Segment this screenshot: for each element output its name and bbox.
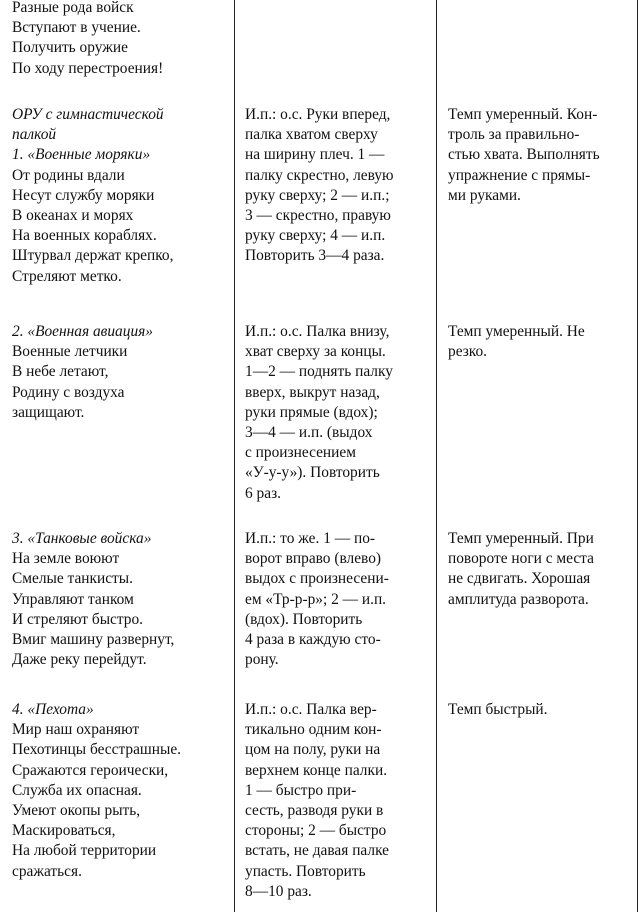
description-line: 3—4 — и.п. (выдох: [245, 423, 373, 441]
poem-line: На военных кораблях.: [12, 227, 157, 245]
description-line: руку сверху; 4 — и.п.: [245, 227, 386, 245]
exercise-title: 4. «Пехота»: [12, 701, 94, 718]
column-divider-right: [637, 0, 638, 912]
description-line: 6 раз.: [245, 484, 281, 502]
exercise-1-description: [245, 105, 394, 267]
top-poem-block: [12, 0, 163, 79]
description-line: Повторить 3—4 раза.: [245, 247, 385, 265]
description-line: 3 — скрестно, правую: [245, 206, 391, 224]
description-line: встать, не давая палке: [245, 842, 390, 860]
poem-line: Служба их опасная.: [12, 781, 142, 799]
notes-line: упражнение с прямы-: [448, 166, 591, 184]
description-line: хват сверху за концы.: [245, 343, 386, 361]
poem-line: Мир наш охраняют: [12, 721, 140, 739]
poem-line: Маскироваться,: [12, 822, 116, 840]
poem-line: Управляют танком: [12, 590, 134, 608]
description-line: ем «Тр-р-р»; 2 — и.п.: [245, 590, 387, 608]
poem-line: Умеют окопы рыть,: [12, 801, 141, 819]
notes-line: резко.: [448, 343, 488, 361]
poem-line: В небе летают,: [12, 363, 109, 381]
exercise-title: 3. «Танковые войска»: [12, 530, 152, 547]
notes-line: Темп умеренный. Кон-: [448, 106, 598, 123]
poem-line: На любой территории: [12, 842, 157, 860]
poem-line: В океанах и морях: [12, 206, 134, 224]
notes-line: не сдвигать. Хорошая: [448, 570, 591, 588]
description-line: 8—10 раз.: [245, 882, 312, 900]
description-line: И.п.: то же. 1 — по-: [245, 530, 376, 547]
poem-line: Несут службу моряки: [12, 186, 155, 204]
poem-line: Сражаются героически,: [12, 761, 169, 779]
notes-line: амплитуда разворота.: [448, 590, 589, 608]
notes-line: повороте ноги с места: [448, 550, 594, 568]
description-line: рону.: [245, 651, 279, 669]
exercise-4-notes: [448, 700, 548, 720]
poem-line: От родины вдали: [12, 166, 125, 184]
poem-line: Получить оружие: [12, 39, 128, 57]
notes-line: стью хвата. Выполнять: [448, 146, 600, 164]
poem-line: Пехотинцы бесстрашные.: [12, 741, 182, 759]
exercise-1-left: [12, 105, 173, 287]
description-line: палка хватом сверху: [245, 126, 378, 144]
poem-line: защищают.: [12, 403, 85, 421]
description-line: руку сверху; 2 — и.п.;: [245, 186, 390, 204]
poem-line: Вмиг машину развернут,: [12, 630, 175, 648]
poem-line: И стреляют быстро.: [12, 610, 144, 628]
description-line: верхнем конце палки.: [245, 761, 388, 779]
poem-line: сражаться.: [12, 862, 82, 880]
poem-line: Смелые танкисты.: [12, 570, 133, 588]
description-line: упасть. Повторить: [245, 862, 366, 880]
notes-line: троль за правильно-: [448, 126, 580, 144]
notes-line: Темп умеренный. Не: [448, 323, 585, 340]
poem-line: Штурвал держат крепко,: [12, 247, 174, 265]
description-line: на ширину плеч. 1 —: [245, 146, 385, 164]
exercise-4-left: [12, 700, 181, 882]
poem-line: На земле воюют: [12, 550, 120, 568]
description-line: И.п.: о.с. Руки вперед,: [245, 106, 391, 123]
exercise-4-description: [245, 700, 389, 902]
description-line: сесть, разводя руки в: [245, 801, 384, 819]
description-line: палку скрестно, левую: [245, 166, 394, 184]
poem-line: Военные летчики: [12, 343, 128, 361]
exercise-2-left: [12, 322, 153, 423]
description-line: цом на полу, руки на: [245, 741, 381, 759]
description-line: «У-у-у»). Повторить: [245, 464, 380, 482]
poem-line: Родину с воздуха: [12, 383, 125, 401]
poem-line: Разные рода войск: [12, 0, 134, 16]
section-title: ОРУ с гимнастической: [12, 106, 164, 123]
description-line: 1 — быстро при-: [245, 781, 357, 799]
description-line: (вдох). Повторить: [245, 610, 363, 628]
notes-line: Темп быстрый.: [448, 701, 548, 718]
poem-line: По ходу перестроения!: [12, 59, 164, 77]
exercise-1-notes: [448, 105, 600, 206]
description-line: И.п.: о.с. Палка внизу,: [245, 323, 390, 340]
column-divider-1: [234, 0, 235, 912]
description-line: руки прямые (вдох);: [245, 403, 378, 421]
poem-line: Вступают в учение.: [12, 19, 141, 37]
exercise-3-left: [12, 529, 174, 670]
exercise-3-description: [245, 529, 389, 670]
description-line: ворот вправо (влево): [245, 550, 382, 568]
section-title: палкой: [12, 126, 57, 144]
notes-line: ми руками.: [448, 186, 521, 204]
exercise-3-notes: [448, 529, 594, 610]
description-line: с произнесением: [245, 444, 356, 462]
description-line: 1—2 — поднять палку: [245, 363, 393, 381]
column-divider-2: [436, 0, 437, 912]
description-line: И.п.: о.с. Палка вер-: [245, 701, 377, 718]
poem-line: Даже реку перейдут.: [12, 651, 147, 669]
description-line: 4 раза в каждую сто-: [245, 630, 381, 648]
description-line: тикально одним кон-: [245, 721, 382, 739]
exercise-title: 2. «Военная авиация»: [12, 323, 153, 340]
poem-line: Стреляют метко.: [12, 267, 122, 285]
description-line: вверх, выкрут назад,: [245, 383, 380, 401]
notes-line: Темп умеренный. При: [448, 530, 594, 547]
description-line: стороны; 2 — быстро: [245, 822, 387, 840]
exercise-2-notes: [448, 322, 585, 362]
description-line: выдох с произнесени-: [245, 570, 389, 588]
exercise-title: 1. «Военные моряки»: [12, 146, 151, 164]
exercise-2-description: [245, 322, 393, 504]
